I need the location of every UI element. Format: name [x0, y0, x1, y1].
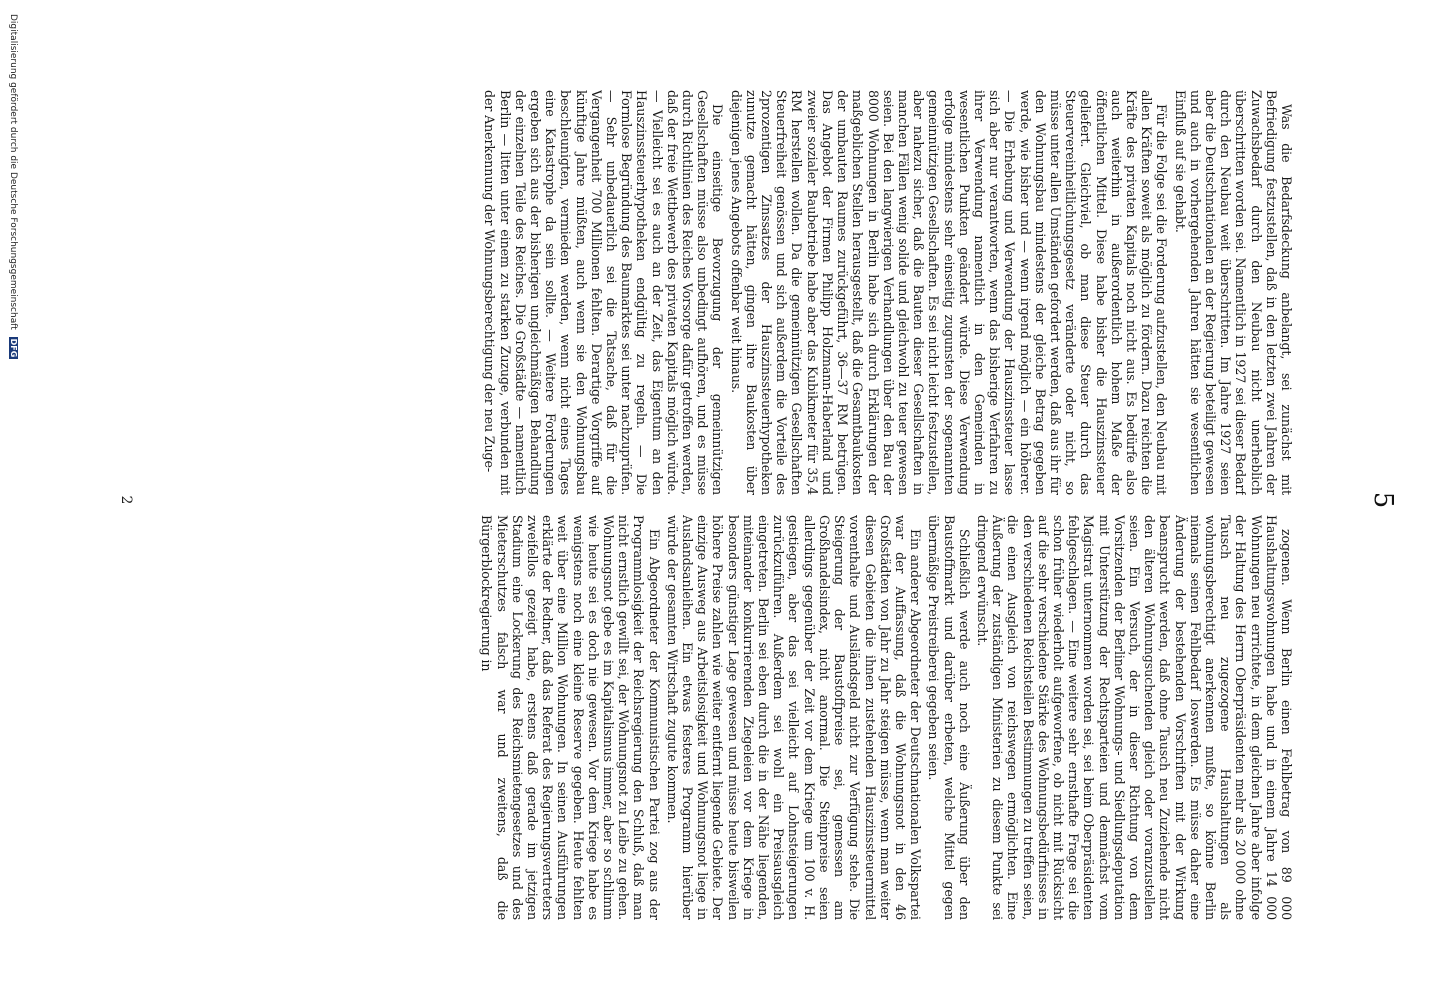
credit-text: Digitalisierung gefördert durch die Deutsche Forschungsgemeinschaft	[8, 14, 18, 330]
digitization-credit	[8, 14, 18, 359]
paragraph: Schließlich werde auch noch eine Äußerung über den Baustoffmarkt und darüber erbeten, welche Mittel gegen übermäßige Preistreiberei gegeben seien.	[926, 515, 972, 920]
text-column-right	[154, 515, 1294, 920]
paragraph: Ein Abgeordneter der Kommunistischen Partei zog aus der Programmlosigkeit der Reichsregierung den Schluß, daß man nicht ernstlich gewillt sei, der Wohnungsnot zu Leibe zu gehen. Wohnungsnot gebe es im Kapitalismus immer, aber so schlimm wie heute sei es doch nie gewesen. Vor dem Kriege habe es wenigstens noch eine kleine Reserve gegeben. Heute fehlten weit über eine Million Wohnungen. In seinen Ausführungen erklärte der Redner, daß das Referat des Regierungsvertreters zweifellos gezeigt habe, erstens daß gerade im jetzigen Stadium eine Lockerung des Reichsmietengesetzes und des Mieterschutzes falsch war und zweitens, daß die Bürgerblockregierung in	[479, 515, 662, 920]
paragraph: Die einseitige Bevorzugung der gemeinnützigen Gesellschaften müsse also unbedingt aufhören, und es müsse durch Richtlinien des Reiches Vorsorge dafür getroffen werden, daß der freie Wettbewerb des privaten Kapitals möglich würde. — Vielleicht sei es auch an der Zeit, das Eigentum an den Hauszinssteuerhypotheken endgültig zu regeln. — Die Formlose Begründung des Baumarktes sei unter nachzuprüfen. — Sehr unbedauerlich sei die Tatsache, daß für die Vergangenheit 700 Millionen fehlten. Derartige Vorgriffe auf künftige Jahre müßten, auch wenn sie den Wohnungsbau beschleunigten, vermieden werden, wenn nicht eines Tages eine Katastrophe da sein sollte. — Weitere Forderungen ergeben sich aus der bisherigen ungleichmäßigen Behandlung der einzelnen Teile des Reiches. Die Großstädte — namentlich Berlin — litten unter einem zu starken Zuzuge, verbunden mit der Anerkennung der Wohnungsberechtigung der neu Zuge-	[482, 90, 726, 495]
paragraph: Was die Bedarfsdeckung anbelangt, sei zunächst mit Befriedigung festzustellen, daß in den letzten zwei Jahren der Zuwachsbedarf durch den Neubau nicht unerheblich überschritten worden sei. Namentlich in 1927 sei dieser Bedarf durch den Neubau weit überschritten. Im Jahre 1927 seien aber die Deutschnationalen an der Regierung beteiligt gewesen und auch in vorhergehenden Jahren hätten sie wesentlichen Einfluß auf sie gehabt.	[1172, 90, 1294, 495]
text-column-left	[154, 90, 1294, 495]
dfg-logo: DFG	[9, 338, 18, 358]
paragraph: zogenen. Wenn Berlin einen Fehlbetrag von 89 000 Haushaltungswohnungen habe und in einem Jahre 14 000 Wohnungen neu errichtete, in dem gleichen Jahre aber infolge der Haltung des Herrn Oberpräsidenten mehr als 20 000 ohne Tausch neu zugezogene Haushaltungen als wohnungsberechtigt anerkennen mußte, so könne Berlin niemals seinen Fehlbedarf loswerden. Es müsse daher eine Änderung der bestehenden Vorschriften mit der Wirkung beansprucht werden, daß ohne Tausch neu Zuziehende nicht den älteren Wohnungsuchenden gleich oder voranzustellen seien. Ein Versuch, der in dieser Richtung von dem Vorsitzenden der Berliner Wohnungs- und Siedlungsdeputation mit Unterstützung der Rechtsparteien und demnächst vom Magistrat unternommen worden sei, sei beim Oberpräsidenten fehlgeschlagen. — Eine weitere sehr ernsthafte Frage sei die schon früher wiederholt aufgeworfene, ob nicht mit Rücksicht auf die sehr verschiedene Stärke des Wohnungsbedürfnisses in den verschiedenen Reichsteilen Bestimmungen zu treffen seien, die einen Ausgleich von reichswegen ermöglichten. Eine Äußerung der zuständigen Ministerien zu diesem Punkte sei dringend erwünscht.	[974, 515, 1294, 920]
paragraph: Für die Folge sei die Forderung aufzustellen, den Neubau mit allen Kräften soweit als möglich zu fördern. Dazu reichten die Kräfte des privaten Kapitals noch nicht aus. Es bedürfe also auch weiterhin in außerordentlich hohem Maße der öffentlichen Mittel. Diese habe bisher die Hauszinssteuer geliefert. Gleichviel, ob man diese Steuer durch das Steuervereinheitlichungsgesetz veränderte oder nicht, so müsse unter allen Umständen gefordert werden, daß aus ihr für den Wohnungsbau mindestens der gleiche Betrag gegeben werde, wie bisher und — wenn irgend möglich — ein höherer. — Die Erhebung und Verwendung der Hauszinssteuer lasse sich aber nur verantworten, wenn das bisherige Verfahren zu ihrer Verwendung namentlich in den Gemeinden in wesentlichen Punkten geändert würde. Diese Verwendung erfolge mindestens sehr einseitig zugunsten der sogenannten gemeinnützigen Gesellschaften. Es sei nicht leicht festzustellen, aber nahezu sicher, daß die Bauten dieser Gesellschaften in manchen Fällen wenig solide und gleichwohl zu teuer gewesen seien. Bei den langwierigen Verhandlungen über den Bau der 8000 Wohnungen in Berlin habe sich durch Erklärungen der maßgeblichen Stellen herausgestellt, daß die Gesamtbaukosten der umbauten Raumes zurückgeführt, 36—37 RM betrügen. Das Angebot der Firmen Philipp Holzmann-Haberland und zweier sozialer Baubetriebe habe aber das Kubikmeter für 35,4 RM herstellen wollen. Da die gemeinnützigen Gesellschaften Steuerfreiheit genössen und sich außerdem die Vorteile des 2prozentigen Zinssatzes der Hauszinssteuerhypotheken zunutze gemacht hätten, gingen ihre Baukosten über diejenigen jenes Angebots offenbar weit hinaus.	[728, 90, 1170, 495]
page-number: 5	[1368, 491, 1398, 509]
footer-page-number: 2	[118, 495, 134, 505]
paragraph: Ein anderer Abgeordneter der Deutschnationalen Volkspartei war der Auffassung, daß die Wohnungsnot in den 46 Großstädten von Jahr zu Jahr steigen müsse, wenn man weiter diesen Gebieten die ihnen zustehenden Hauszinssteuermittel vorenthalte und Ausländsgeld nicht zur Verfügung stehe. Die Steigerung der Baustoffpreise sei, gemessen am Großhandelsindex, nicht anormal. Die Steinpreise seien allerdings gegenüber der Zeit vor dem Kriege um 100 v. H. gestiegen, aber das sei vielleicht auf Lohnsteigerungen zurückzuführen. Außerdem sei wohl ein Preisausgleich eingetreten. Berlin sei eben durch die in der Nähe liegenden, miteinander konkurrierenden Ziegeleien vor dem Kriege in besonders günstiger Lage gewesen und müsse heute bisweilen höhere Preise zahlen wie weiter entfernt liegende Gebiete. Der einzige Ausweg aus Arbeitslosigkeit und Wohnungsnot liege in Auslandsanleihen. Ein etwas festeres Programm hierüber würde der gesamten Wirtschaft zugute kommen.	[664, 515, 924, 920]
